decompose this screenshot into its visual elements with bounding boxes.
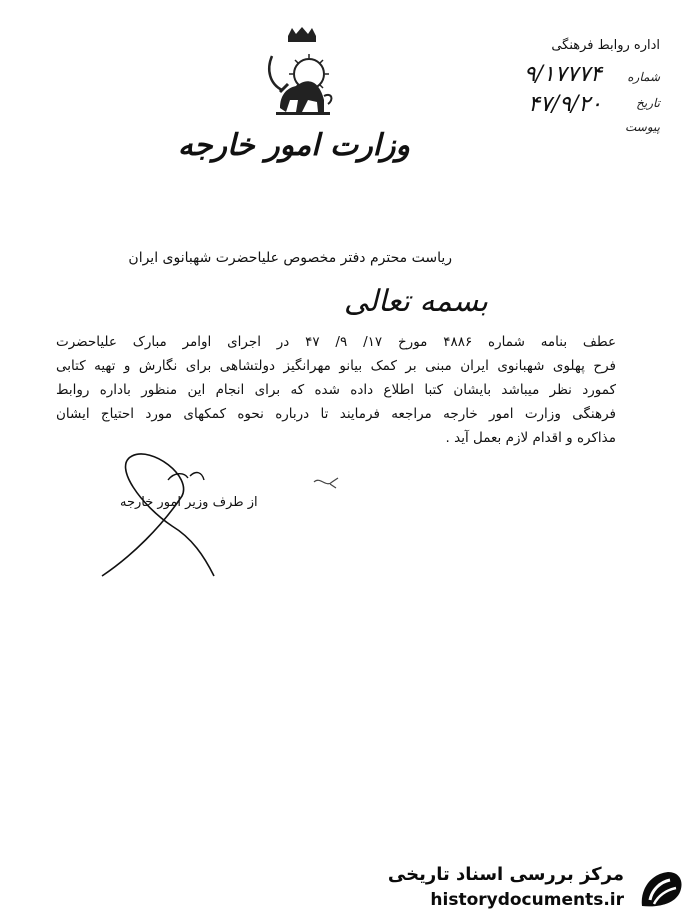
body-line: کمورد نظر میباشد بایشان کتبا اطلاع داده شده که برای انجام این منظور باداره روابط [56,382,616,398]
archive-watermark [387,862,694,918]
signature-label: از طرف وزیر امور خارجه [120,495,258,510]
signature-scribble-icon [92,436,242,586]
number-label: شماره [627,70,660,84]
date-label: تاریخ [636,96,660,110]
lion-and-sun-emblem-icon [262,26,342,122]
letter-body [56,330,616,450]
attachment-row [460,116,660,144]
watermark-url: historydocuments.ir [430,890,624,910]
date-value: ۴۷/۹/۲۰ [528,92,602,117]
date-row [460,90,660,118]
body-line: فرهنگی وزارت امور خارجه مراجعه فرمایند تا درباره نحوه کمکهای مورد احتیاج ایشان [56,406,616,422]
archive-logo-icon [636,866,686,914]
attachment-label: پیوست [625,120,660,134]
ministry-title: وزارت امور خارجه [177,128,410,163]
handwritten-mark-icon [312,474,342,490]
number-row [460,62,660,90]
number-value: ۹/۱۷۷۷۴ [523,62,602,87]
reference-block [460,38,660,138]
salutation: بسمه تعالی [343,284,488,319]
body-line: مذاکره و اقدام لازم بعمل آید . [445,430,616,446]
body-line: عطف بنامه شماره ۴۸۸۶ مورخ ۱۷/ ۹/ ۴۷ در اجرای اوامر مبارک علیاحضرت [56,334,616,350]
body-line: فرح پهلوی شهبانوی ایران مبنی بر کمک بیانو مهرانگیز دولتشاهی برای نگارش و تهیه کتابی [56,358,616,374]
department-name: اداره روابط فرهنگی [551,38,660,53]
watermark-title: مرکز بررسی اسناد تاریخی [387,864,624,885]
addressee-line: ریاست محترم دفتر مخصوص علیاحضرت شهبانوی ایران [128,250,452,266]
